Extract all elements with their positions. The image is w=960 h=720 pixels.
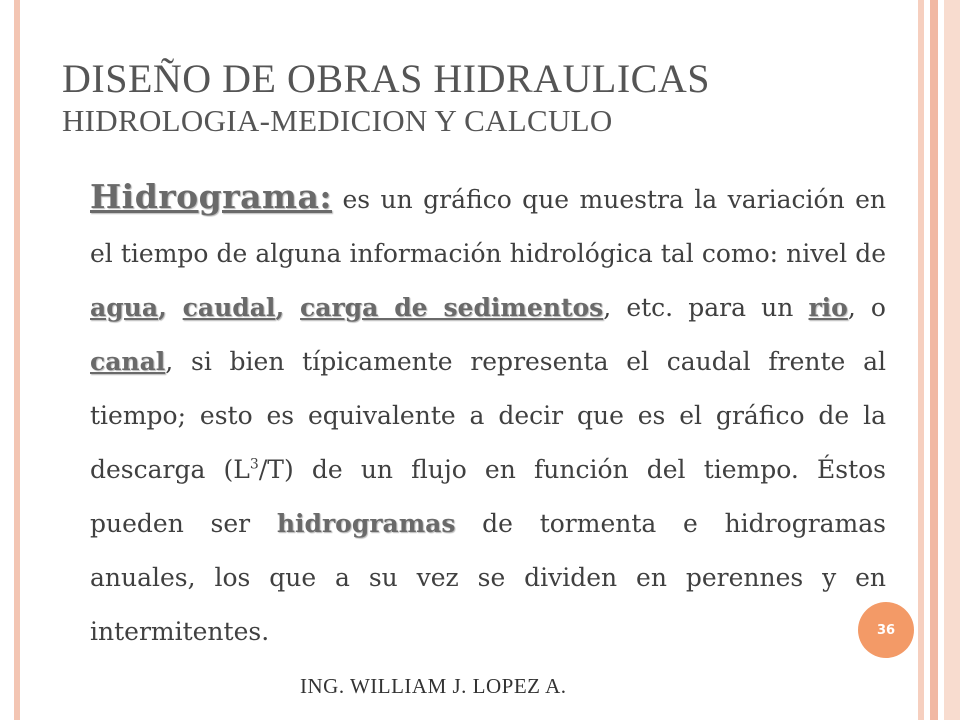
text-segment: , o (847, 293, 886, 322)
text-segment: , (275, 293, 301, 322)
keyword-rio: rio (808, 293, 848, 322)
text-segment: , (158, 293, 183, 322)
slide-title (62, 55, 710, 139)
text-segment: , si bien típicamente representa el caudal frente al tiempo; esto es equivalente a decir que es el gráfico de la descarga (L (90, 347, 886, 484)
keyword-carga-de-sedimentos: carga de sedimentos (300, 293, 604, 322)
right-decorative-band (944, 0, 960, 720)
keyword-caudal: caudal (182, 293, 276, 322)
text-segment: es un gráfico que muestra la variación en el tiempo de alguna información hidrológica tal como: nivel de (90, 185, 886, 268)
superscript-exponent: 3 (249, 456, 259, 473)
text-segment: de tormenta e hidrogramas anuales, los que a su vez se dividen en perennes y en intermitentes. (90, 509, 886, 646)
keyword-hidrogramas: hidrogramas (276, 509, 456, 538)
keyword-canal: canal (90, 347, 166, 376)
definition-paragraph (90, 170, 886, 659)
right-decorative-band (930, 0, 938, 720)
term-hidrograma: Hidrograma: (90, 177, 333, 216)
text-segment: , etc. para un (603, 293, 809, 322)
text-segment: /T) de un flujo en función del tiempo. Éstos pueden ser (90, 455, 886, 538)
footer-author: ING. WILLIAM J. LOPEZ A. (300, 674, 567, 698)
keyword-agua: agua (90, 293, 159, 322)
title-line-1: DISEÑO DE OBRAS HIDRAULICAS (62, 56, 710, 101)
left-decorative-stripe (14, 0, 20, 720)
page-number-badge: 36 (858, 602, 914, 658)
right-decorative-band (918, 0, 924, 720)
title-line-2: HIDROLOGIA-MEDICION Y CALCULO (62, 103, 613, 138)
